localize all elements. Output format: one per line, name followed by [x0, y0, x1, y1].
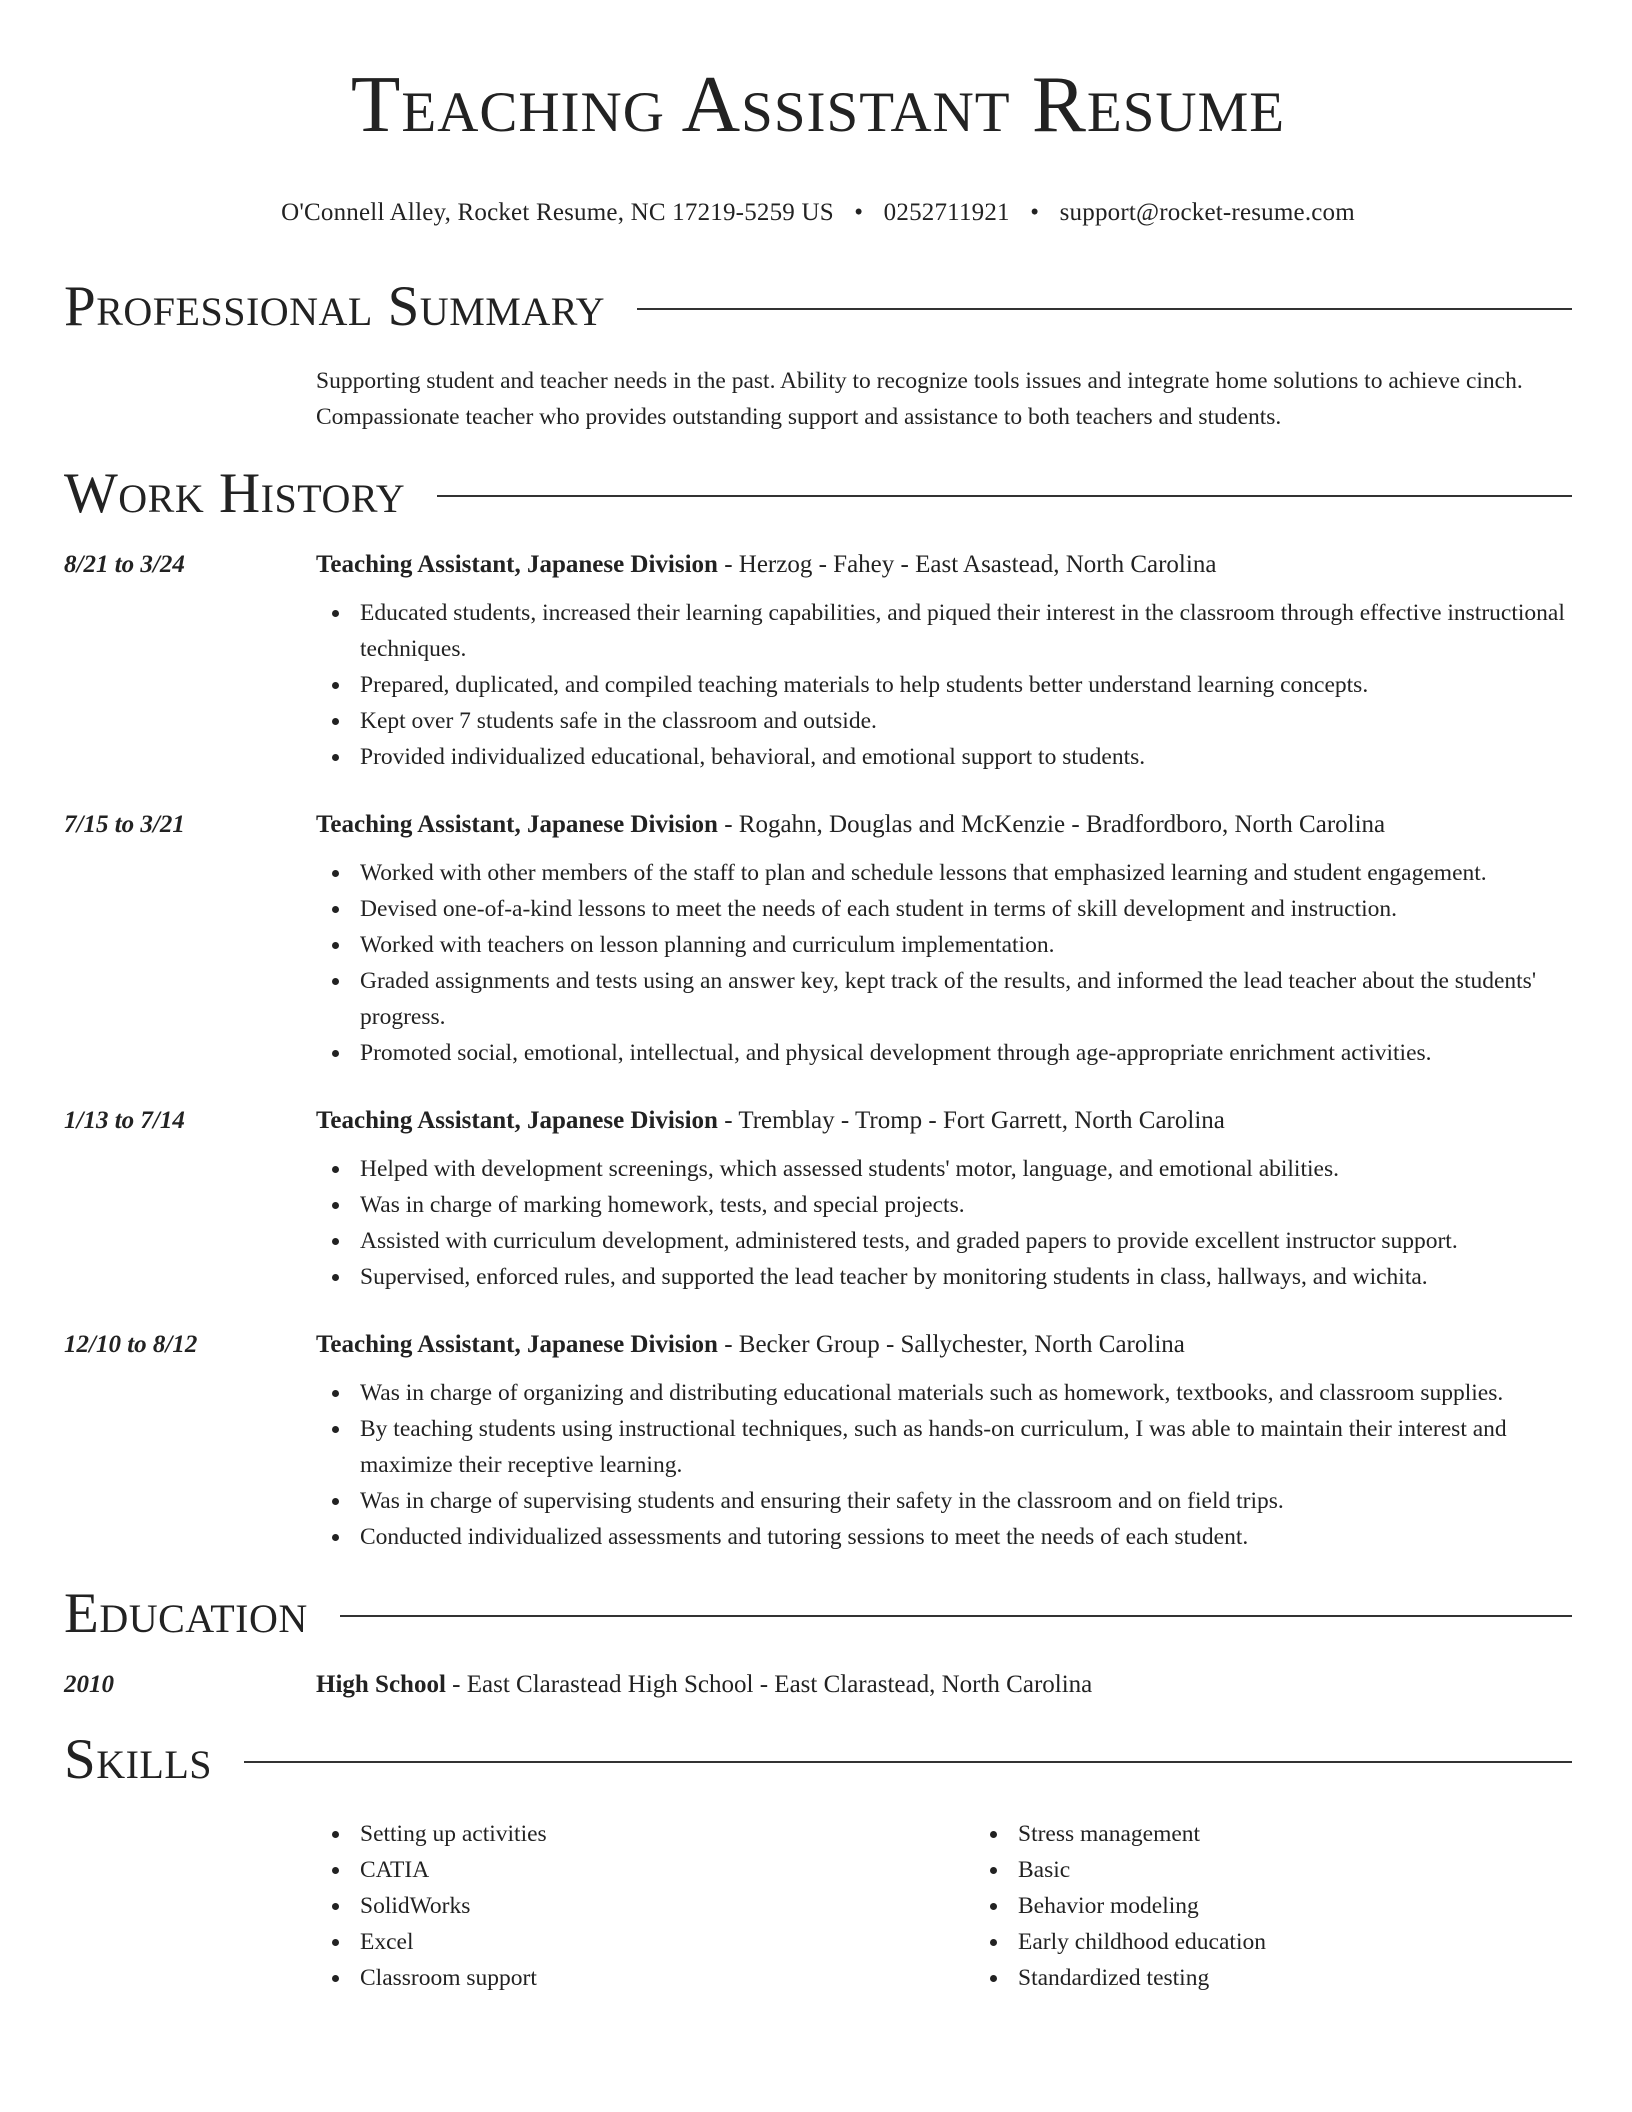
skill-item: Behavior modeling	[1018, 1888, 1632, 1924]
job-body	[316, 809, 1572, 1071]
skills-right-column	[976, 1816, 1632, 1996]
job-entry	[64, 809, 1572, 1071]
list-item: Promoted social, emotional, intellectual, and physical development through age-appropriate enrichment activities.	[360, 1035, 1572, 1071]
skill-item: Basic	[1018, 1852, 1632, 1888]
skill-item: Stress management	[1018, 1816, 1632, 1852]
address-text: O'Connell Alley, Rocket Resume, NC 17219-5259 US	[281, 199, 834, 227]
separator-bullet: •	[1030, 199, 1040, 227]
skills-left-column	[316, 1816, 976, 1996]
list-item: Was in charge of organizing and distributing educational materials such as homework, textbooks, and classroom supplies.	[360, 1375, 1572, 1411]
list-item: Was in charge of supervising students and ensuring their safety in the classroom and on field trips.	[360, 1483, 1572, 1519]
job-dates: 12/10 to 8/12	[64, 1331, 198, 1359]
job-bullets	[316, 1375, 1572, 1555]
job-body	[316, 549, 1572, 775]
summary-body	[316, 363, 1572, 435]
job-entry	[64, 1105, 1572, 1295]
list-item: Helped with development screenings, which assessed students' motor, language, and emotional abilities.	[360, 1151, 1458, 1187]
job-dates: 7/15 to 3/21	[64, 811, 185, 839]
job-body	[316, 1329, 1572, 1555]
job-entry	[64, 549, 1572, 775]
skills-grid	[316, 1816, 1572, 1996]
skill-item: Excel	[360, 1924, 976, 1960]
section-divider	[437, 495, 1572, 497]
job-body	[316, 1105, 1458, 1295]
skill-item: Standardized testing	[1018, 1960, 1632, 1996]
summary-section-header	[64, 275, 1572, 339]
skill-item: SolidWorks	[360, 1888, 976, 1924]
list-item: Graded assignments and tests using an answer key, kept track of the results, and informed the lead teacher about the students' progress.	[360, 963, 1572, 1035]
job-bullets	[316, 595, 1572, 775]
job-title-line	[316, 1105, 1458, 1137]
phone-text: 0252711921	[883, 199, 1010, 227]
section-divider	[637, 308, 1572, 310]
list-item: Prepared, duplicated, and compiled teaching materials to help students better understand learning concepts.	[360, 667, 1572, 703]
contact-line	[64, 199, 1572, 227]
job-title: Teaching Assistant, Japanese Division	[316, 1331, 718, 1359]
list-item: By teaching students using instructional techniques, such as hands-on curriculum, I was able to maintain their interest and maximize their receptive learning.	[360, 1411, 1572, 1483]
education-degree: High School	[316, 1671, 446, 1699]
list-item: Worked with other members of the staff to plan and schedule lessons that emphasized learning and student engagement.	[360, 855, 1572, 891]
skill-item: Setting up activities	[360, 1816, 976, 1852]
education-heading: Education	[64, 1582, 308, 1646]
list-item: Conducted individualized assessments and tutoring sessions to meet the needs of each student.	[360, 1519, 1572, 1555]
resume-title: Teaching Assistant Resume	[350, 59, 1286, 149]
resume-page	[64, 0, 1572, 1996]
list-item: Worked with teachers on lesson planning and curriculum implementation.	[360, 927, 1572, 963]
email-text: support@rocket-resume.com	[1059, 199, 1355, 227]
summary-heading: Professional Summary	[64, 275, 606, 339]
list-item: Was in charge of marking homework, tests, and special projects.	[360, 1187, 1458, 1223]
job-details: - Herzog - Fahey - East Asastead, North Carolina	[717, 551, 1217, 579]
job-details: - Becker Group - Sallychester, North Carolina	[717, 1331, 1185, 1359]
skill-item: Classroom support	[360, 1960, 976, 1996]
job-dates: 8/21 to 3/24	[64, 551, 185, 579]
education-entry	[64, 1669, 1572, 1701]
job-bullets	[316, 855, 1572, 1071]
summary-text: Supporting student and teacher needs in the past. Ability to recognize tools issues and integrate home solutions to achieve cinch. Compassionate teacher who provides outstanding support and assistance to both teachers and students.	[316, 368, 1523, 431]
skills-section-header	[64, 1728, 1572, 1792]
job-title-line	[316, 549, 1572, 581]
job-title-line	[316, 1329, 1572, 1361]
job-details: - Tremblay - Tromp - Fort Garrett, North Carolina	[717, 1107, 1225, 1135]
skill-item: Early childhood education	[1018, 1924, 1632, 1960]
list-item: Provided individualized educational, behavioral, and emotional support to students.	[360, 739, 1572, 775]
job-entry	[64, 1329, 1572, 1555]
skills-heading: Skills	[64, 1728, 213, 1792]
education-line	[316, 1669, 1092, 1701]
work-section-header	[64, 462, 1572, 526]
job-title: Teaching Assistant, Japanese Division	[316, 551, 718, 579]
job-title-line	[316, 809, 1572, 841]
list-item: Assisted with curriculum development, administered tests, and graded papers to provide excellent instructor support.	[360, 1223, 1458, 1259]
section-divider	[340, 1615, 1572, 1617]
list-item: Educated students, increased their learning capabilities, and piqued their interest in the classroom through effective instructional techniques.	[360, 595, 1572, 667]
job-dates: 1/13 to 7/14	[64, 1107, 185, 1135]
job-bullets	[316, 1151, 1458, 1295]
job-title: Teaching Assistant, Japanese Division	[316, 811, 718, 839]
list-item: Supervised, enforced rules, and supported the lead teacher by monitoring students in class, hallways, and wichita.	[360, 1259, 1458, 1295]
separator-bullet: •	[854, 199, 864, 227]
job-details: - Rogahn, Douglas and McKenzie - Bradfordboro, North Carolina	[717, 811, 1386, 839]
work-heading: Work History	[64, 462, 406, 526]
education-year: 2010	[64, 1671, 114, 1699]
section-divider	[244, 1761, 1572, 1763]
education-section-header	[64, 1582, 1572, 1646]
job-title: Teaching Assistant, Japanese Division	[316, 1107, 718, 1135]
list-item: Kept over 7 students safe in the classroom and outside.	[360, 703, 1572, 739]
list-item: Devised one-of-a-kind lessons to meet the needs of each student in terms of skill development and instruction.	[360, 891, 1572, 927]
skill-item: CATIA	[360, 1852, 976, 1888]
education-details: - East Clarastead High School - East Clarastead, North Carolina	[445, 1671, 1093, 1699]
